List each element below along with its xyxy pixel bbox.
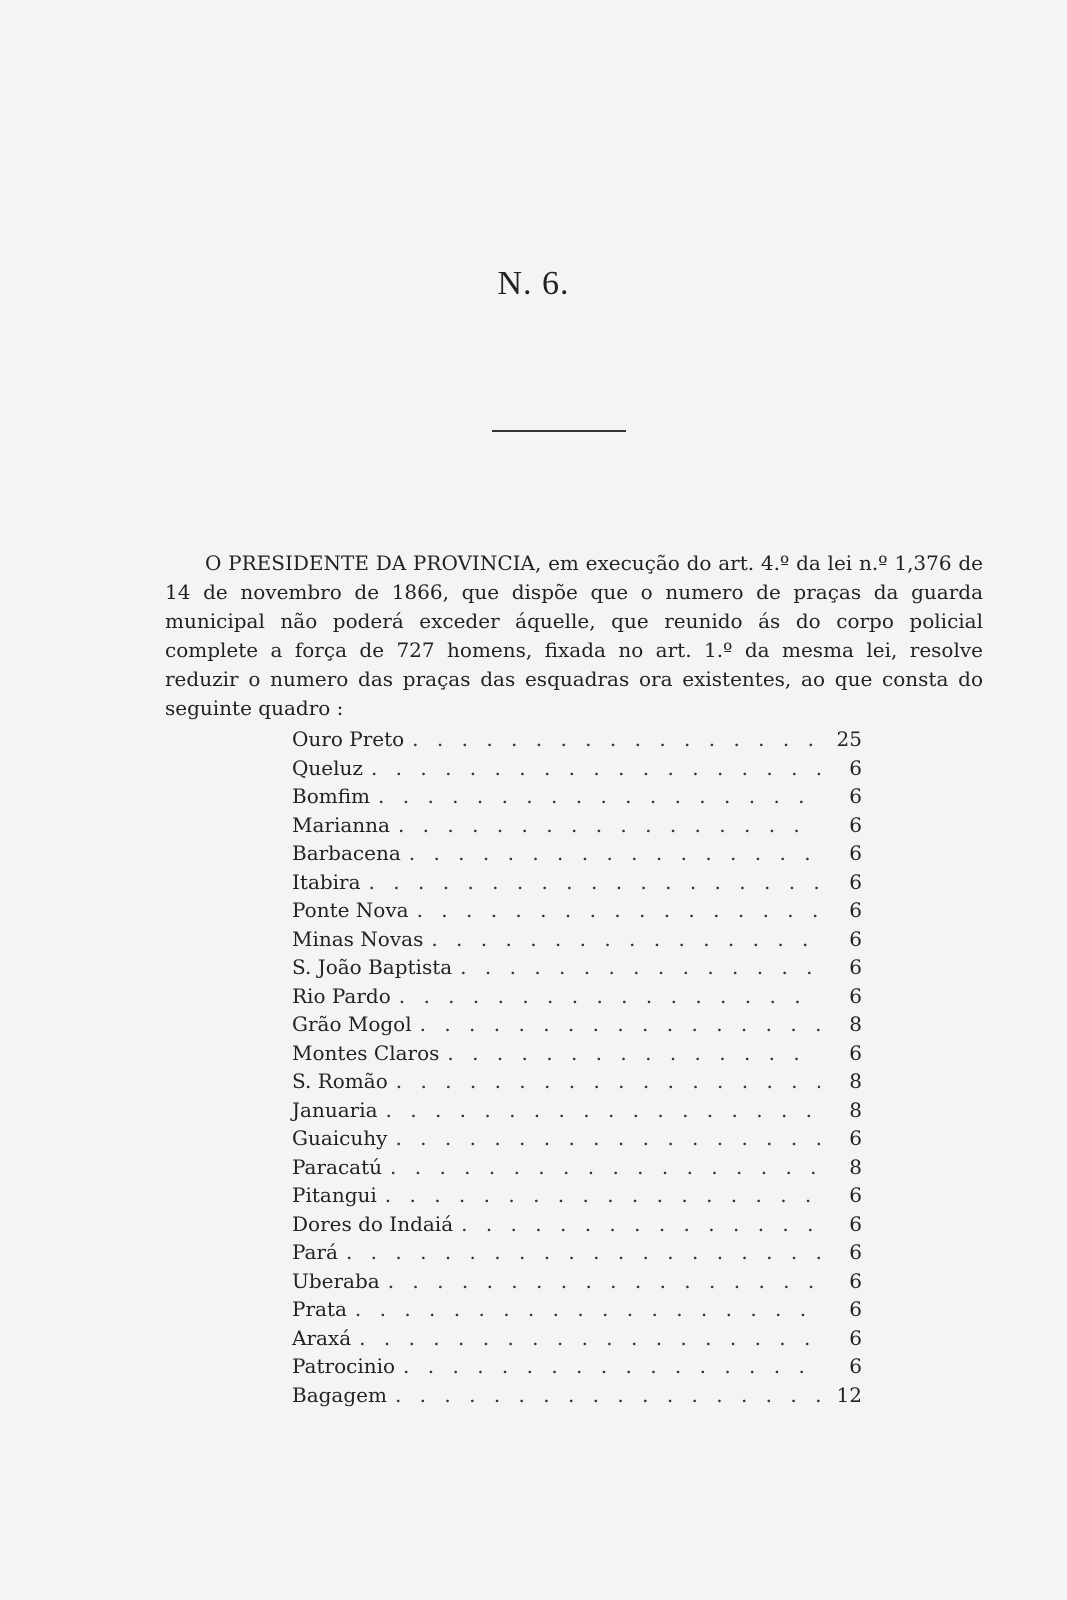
dot-leader (395, 1124, 820, 1153)
quadro-place-name: Guaicuhy (292, 1126, 388, 1150)
quadro-row (292, 868, 862, 897)
quadro-row (292, 1267, 862, 1296)
quadro-row (292, 1381, 862, 1410)
dot-leader (420, 1010, 820, 1039)
quadro-row (292, 1010, 862, 1039)
quadro-count: 6 (849, 1040, 862, 1065)
page-title: N. 6. (497, 265, 570, 302)
quadro-table (292, 725, 862, 1409)
quadro-row (292, 782, 862, 811)
dot-leader (403, 1352, 820, 1381)
dot-leader (390, 1153, 820, 1182)
quadro-place-name: Pitangui (292, 1183, 377, 1207)
dot-leader (398, 811, 820, 840)
quadro-place-name: Prata (292, 1297, 347, 1321)
quadro-row (292, 1352, 862, 1381)
title-divider (492, 430, 626, 432)
quadro-row (292, 925, 862, 954)
quadro-row (292, 896, 862, 925)
quadro-count: 6 (849, 1354, 862, 1378)
quadro-place-name: Itabira (292, 869, 361, 894)
dot-leader (461, 1210, 820, 1239)
quadro-place-name: S. Romão (292, 1069, 388, 1093)
quadro-place-name: S. João Baptista (292, 955, 453, 979)
dot-leader (396, 1067, 820, 1096)
quadro-row (292, 982, 862, 1011)
quadro-row (292, 754, 862, 783)
quadro-row (292, 1295, 862, 1324)
quadro-place-name: Januaria (292, 1097, 378, 1122)
quadro-count: 8 (849, 1097, 862, 1122)
quadro-count: 6 (849, 1240, 862, 1264)
dot-leader (412, 725, 820, 754)
dot-leader (388, 1267, 820, 1296)
decree-paragraph: O PRESIDENTE DA PROVINCIA, em execução do art. 4.º da lei n.º 1,376 de 14 de novembro de 1866, que dispõe que o numero de praças da guarda municipal não poderá exceder áquelle, que reunido ás do corpo policial complete a força de 727 homens, fixada no art. 1.º da mesma lei, resolve reduzir o numero das praças das esquadras ora existentes, ao que consta do seguinte quadro : (165, 551, 983, 720)
dot-leader (359, 1324, 820, 1353)
quadro-count: 6 (849, 841, 862, 865)
quadro-place-name: Montes Claros (292, 1040, 440, 1065)
quadro-count: 6 (849, 1183, 862, 1207)
quadro-place-name: Grão Mogol (292, 1012, 412, 1036)
quadro-count: 25 (836, 727, 862, 751)
quadro-count: 6 (849, 784, 862, 808)
quadro-count: 6 (849, 983, 862, 1008)
quadro-count: 6 (849, 869, 862, 894)
dot-leader (417, 896, 820, 925)
quadro-place-name: Rio Pardo (292, 983, 391, 1008)
quadro-row (292, 1096, 862, 1125)
quadro-count: 6 (849, 955, 862, 979)
dot-leader (385, 1181, 820, 1210)
quadro-row (292, 1124, 862, 1153)
dot-leader (431, 925, 820, 954)
quadro-count: 6 (849, 898, 862, 922)
quadro-count: 6 (849, 1211, 862, 1236)
dot-leader (447, 1039, 820, 1068)
quadro-row (292, 725, 862, 754)
dot-leader (371, 754, 820, 783)
quadro-row (292, 1067, 862, 1096)
quadro-place-name: Patrocinio (292, 1354, 396, 1378)
quadro-count: 8 (849, 1154, 862, 1179)
quadro-row (292, 1181, 862, 1210)
dot-leader (395, 1381, 820, 1410)
quadro-count: 8 (849, 1069, 862, 1093)
quadro-place-name: Marianna (292, 812, 390, 837)
quadro-place-name: Barbacena (292, 841, 401, 865)
quadro-place-name: Pará (292, 1240, 338, 1264)
quadro-place-name: Minas Novas (292, 926, 424, 951)
quadro-count: 8 (849, 1012, 862, 1036)
quadro-place-name: Ponte Nova (292, 898, 409, 922)
dot-leader (386, 1096, 820, 1125)
quadro-count: 6 (849, 812, 862, 837)
dot-leader (346, 1238, 820, 1267)
dot-leader (378, 782, 820, 811)
quadro-place-name: Dores do Indaiá (292, 1211, 454, 1236)
dot-leader (399, 982, 820, 1011)
quadro-place-name: Queluz (292, 755, 363, 780)
quadro-count: 6 (849, 1325, 862, 1350)
quadro-place-name: Ouro Preto (292, 727, 405, 751)
quadro-place-name: Bomfim (292, 784, 371, 808)
quadro-count: 12 (836, 1382, 862, 1407)
quadro-row (292, 1210, 862, 1239)
quadro-place-name: Bagagem (292, 1382, 387, 1407)
dot-leader (355, 1295, 820, 1324)
quadro-row (292, 1039, 862, 1068)
dot-leader (460, 953, 820, 982)
quadro-row (292, 1153, 862, 1182)
quadro-row (292, 953, 862, 982)
quadro-row (292, 1324, 862, 1353)
quadro-count: 6 (849, 1126, 862, 1150)
quadro-row (292, 1238, 862, 1267)
dot-leader (409, 839, 820, 868)
quadro-count: 6 (849, 926, 862, 951)
quadro-place-name: Uberaba (292, 1268, 380, 1293)
quadro-count: 6 (849, 755, 862, 780)
quadro-count: 6 (849, 1297, 862, 1321)
quadro-place-name: Paracatú (292, 1154, 383, 1179)
quadro-count: 6 (849, 1268, 862, 1293)
dot-leader (369, 868, 820, 897)
quadro-row (292, 839, 862, 868)
quadro-row (292, 811, 862, 840)
quadro-place-name: Araxá (292, 1325, 352, 1350)
